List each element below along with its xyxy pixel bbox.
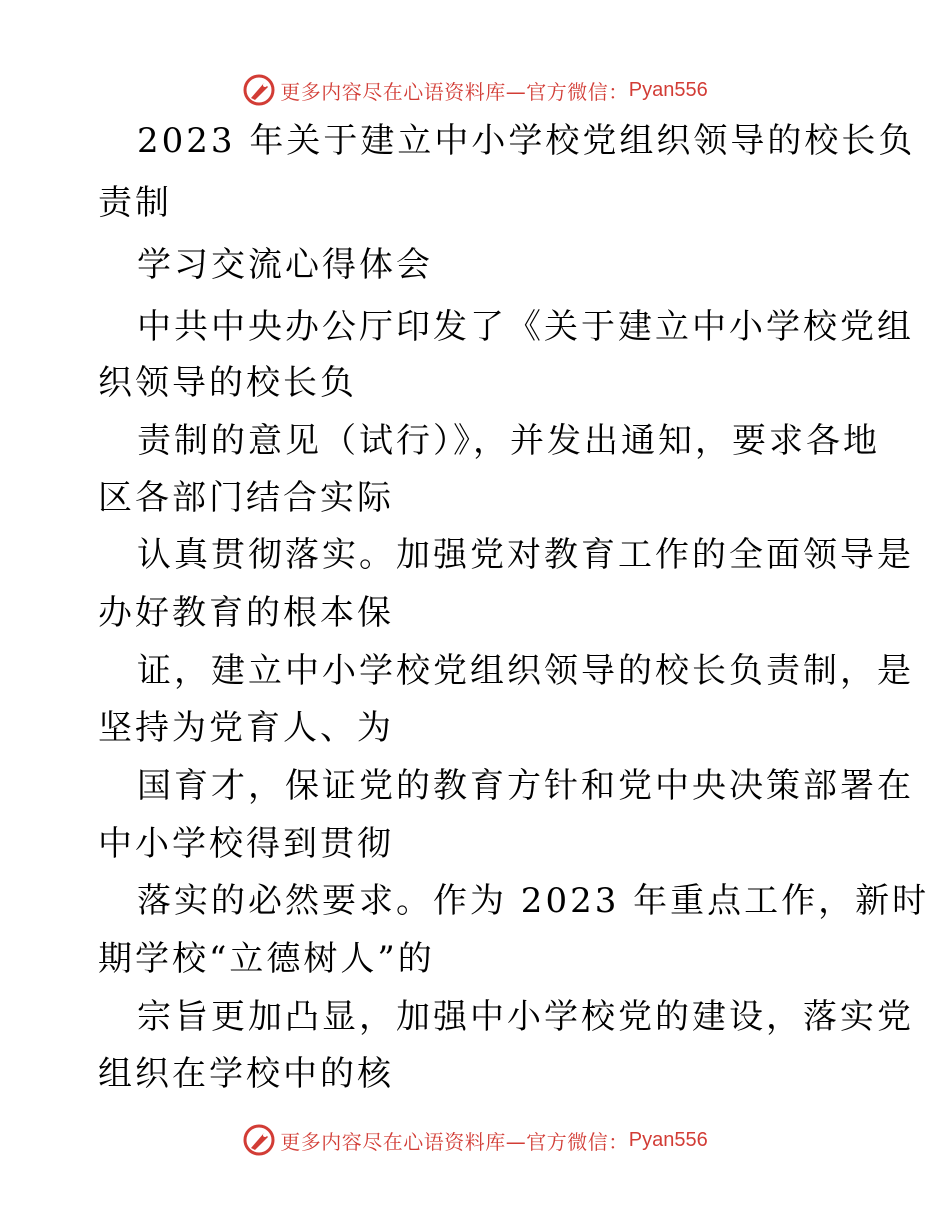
text-line: 组织在学校中的核 — [98, 1054, 394, 1094]
text-line: 责制的意见（试行）》，并发出通知，要求各地 — [137, 421, 880, 461]
text-line: 证，建立中小学校党组织领导的校长负责制，是 — [137, 651, 914, 691]
watermark-handle: Pyan556 — [628, 78, 708, 101]
text-line: 落实的必然要求。作为 2023 年重点工作，新时 — [137, 881, 930, 921]
watermark-handle: Pyan556 — [628, 1128, 708, 1151]
watermark-text: 更多内容尽在心语资料库—官方微信： — [280, 1129, 629, 1154]
text-line: 责制 — [98, 183, 172, 223]
text-line: 办好教育的根本保 — [98, 593, 394, 633]
pen-nib-logo-icon — [242, 73, 276, 107]
text-line: 认真贯彻落实。加强党对教育工作的全面领导是 — [137, 535, 914, 575]
header-watermark — [0, 70, 950, 110]
text-line: 区各部门结合实际 — [98, 478, 394, 518]
text-line: 坚持为党育人、为 — [98, 708, 394, 748]
watermark-text: 更多内容尽在心语资料库—官方微信： — [280, 79, 629, 104]
text-line: 期学校“立德树人”的 — [98, 939, 435, 979]
text-line: 学习交流心得体会 — [137, 245, 433, 285]
pen-nib-logo-icon — [242, 1123, 276, 1157]
footer-watermark — [0, 1120, 950, 1160]
text-line: 中小学校得到贯彻 — [98, 824, 394, 864]
text-line: 织领导的校长负 — [98, 363, 357, 403]
text-line: 宗旨更加凸显，加强中小学校党的建设，落实党 — [137, 997, 914, 1037]
text-line: 国育才，保证党的教育方针和党中央决策部署在 — [137, 766, 914, 806]
text-line: 中共中央办公厅印发了《关于建立中小学校党组 — [137, 307, 914, 347]
text-line: 2023 年关于建立中小学校党组织领导的校长负 — [137, 121, 916, 161]
